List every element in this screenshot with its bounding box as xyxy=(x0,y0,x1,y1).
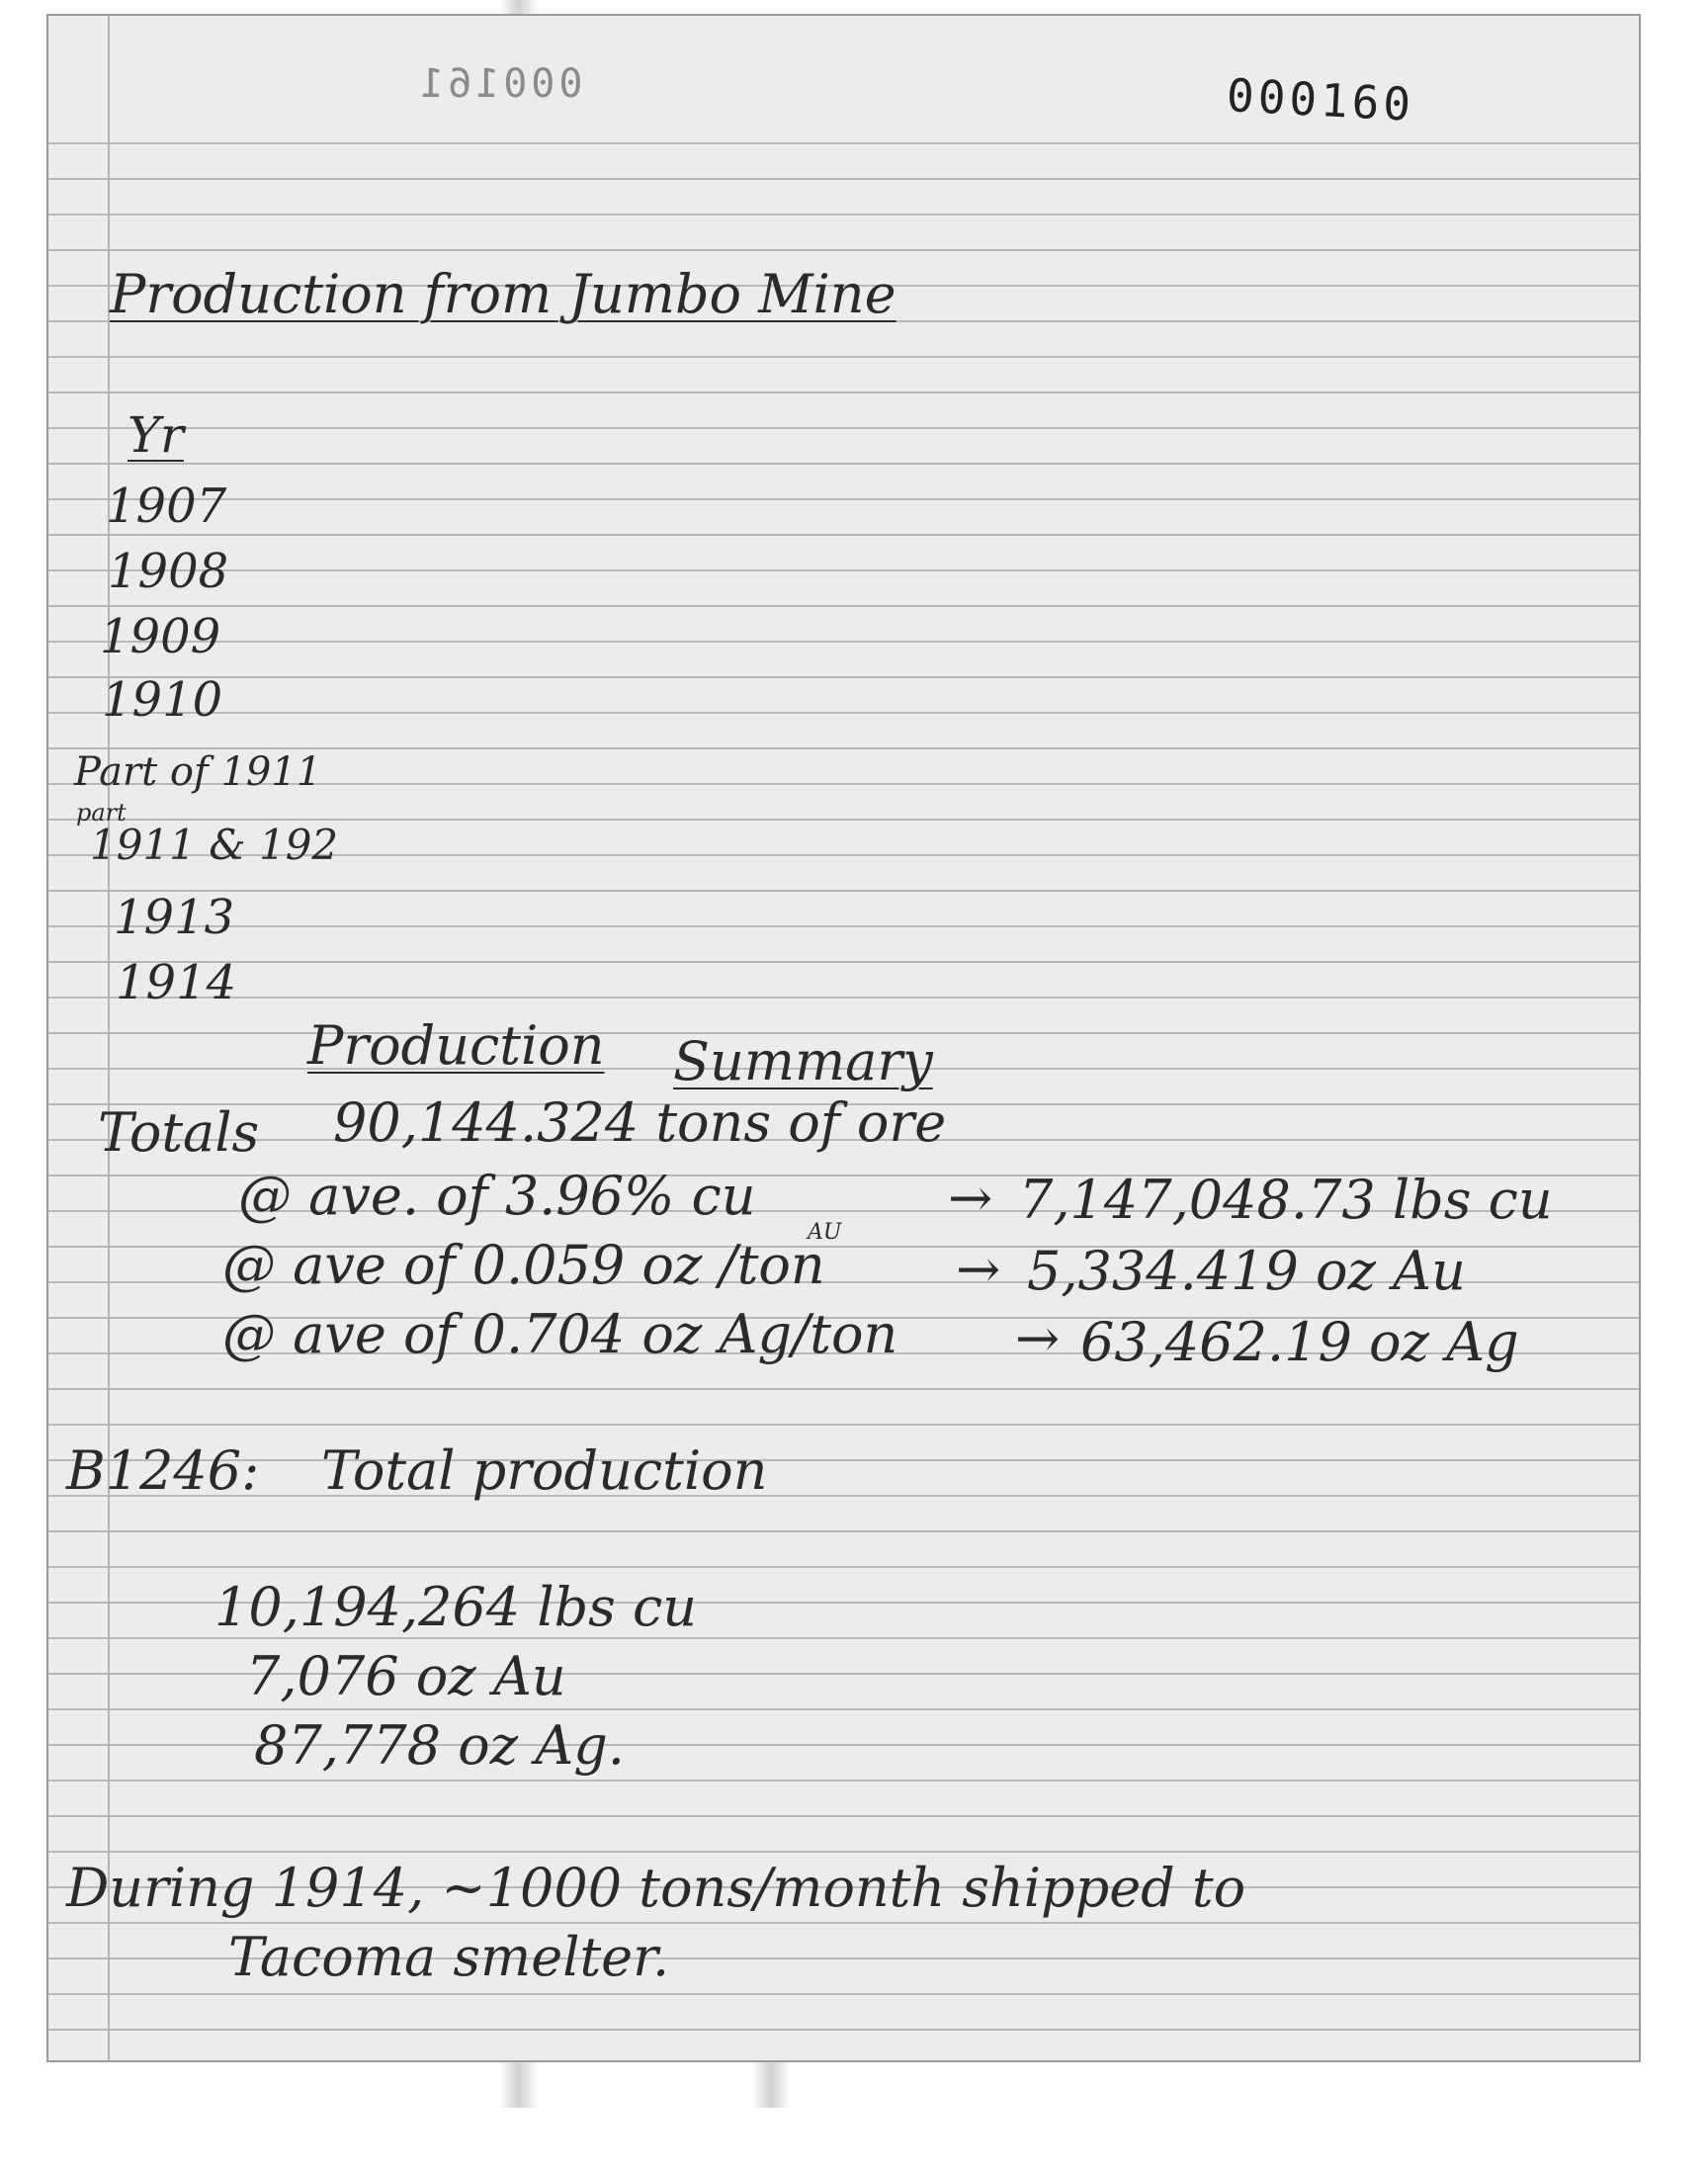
ruled-line xyxy=(48,961,1639,963)
totals-label: Totals xyxy=(98,1101,260,1164)
result-au: 5,334.419 oz Au xyxy=(1027,1240,1466,1302)
ruled-line xyxy=(48,392,1639,393)
result-cu: 7,147,048.73 lbs cu xyxy=(1019,1169,1553,1231)
ruled-line xyxy=(48,1566,1639,1568)
arrow-ag: → xyxy=(1015,1307,1061,1369)
note-line-1: During 1914, ~1000 tons/month shipped to xyxy=(66,1857,1246,1919)
ruled-line xyxy=(48,142,1639,144)
ruled-line xyxy=(48,569,1639,571)
ruled-line xyxy=(48,249,1639,251)
rate-ag: @ ave of 0.704 oz Ag/ton xyxy=(222,1303,898,1365)
ruled-line xyxy=(48,641,1639,643)
ruled-line xyxy=(48,2029,1639,2031)
year-1908: 1908 xyxy=(108,544,229,599)
scan-artifact-bottom xyxy=(499,2062,539,2108)
ruled-line xyxy=(48,712,1639,714)
total-au: 7,076 oz Au xyxy=(246,1645,566,1707)
note-line-2: Tacoma smelter. xyxy=(228,1926,670,1988)
summary-heading-summary: Summary xyxy=(673,1030,933,1092)
ruled-line xyxy=(48,178,1639,180)
year-part-note: part xyxy=(76,799,127,826)
scan-artifact-top xyxy=(499,0,539,14)
year-1909: 1909 xyxy=(100,609,221,664)
ruled-line xyxy=(48,1993,1639,1995)
ruled-line xyxy=(48,463,1639,465)
ruled-line xyxy=(48,925,1639,927)
ruled-line xyxy=(48,1388,1639,1390)
bleed-through-number: 000161 xyxy=(416,61,583,107)
year-1910: 1910 xyxy=(102,672,223,728)
ruled-line xyxy=(48,427,1639,429)
year-1914: 1914 xyxy=(116,955,237,1010)
scan-artifact-bottom-2 xyxy=(751,2062,791,2108)
ruled-line xyxy=(48,605,1639,607)
total-cu: 10,194,264 lbs cu xyxy=(214,1576,698,1638)
b1246-heading: Total production xyxy=(321,1439,768,1502)
ruled-line xyxy=(48,1459,1639,1461)
year-column-header: Yr xyxy=(128,406,184,464)
arrow-cu: → xyxy=(948,1167,993,1229)
ruled-line xyxy=(48,997,1639,999)
ruled-line xyxy=(48,214,1639,216)
ruled-line xyxy=(48,534,1639,536)
summary-heading-production: Production xyxy=(307,1014,605,1077)
total-ag: 87,778 oz Ag. xyxy=(254,1714,625,1777)
au-superscript: AU xyxy=(808,1220,842,1245)
totals-value: 90,144.324 tons of ore xyxy=(333,1091,947,1154)
ruled-line xyxy=(48,1780,1639,1782)
document-number-stamp: 000160 xyxy=(1225,68,1416,131)
ruled-line xyxy=(48,1424,1639,1426)
rate-au: @ ave of 0.059 oz /ton xyxy=(222,1234,825,1296)
page-title: Production from Jumbo Mine xyxy=(110,263,897,325)
ruled-line xyxy=(48,676,1639,678)
ruled-line xyxy=(48,890,1639,892)
rate-cu: @ ave. of 3.96% cu xyxy=(238,1165,756,1227)
year-part-of-1911: Part of 1911 xyxy=(74,749,322,795)
arrow-au: → xyxy=(956,1238,1001,1300)
year-1913: 1913 xyxy=(114,890,235,945)
ruled-line xyxy=(48,1708,1639,1710)
year-1907: 1907 xyxy=(106,478,227,534)
year-1911-1912: 1911 & 192 xyxy=(90,821,339,869)
ruled-line xyxy=(48,1495,1639,1497)
ruled-line xyxy=(48,356,1639,358)
ruled-line xyxy=(48,498,1639,500)
notebook-page xyxy=(46,14,1641,2062)
b1246-label: B1246: xyxy=(66,1439,260,1502)
ruled-line xyxy=(48,1530,1639,1532)
ruled-line xyxy=(48,1922,1639,1924)
result-ag: 63,462.19 oz Ag xyxy=(1080,1311,1519,1373)
ruled-line xyxy=(48,1815,1639,1817)
ruled-line xyxy=(48,1851,1639,1853)
